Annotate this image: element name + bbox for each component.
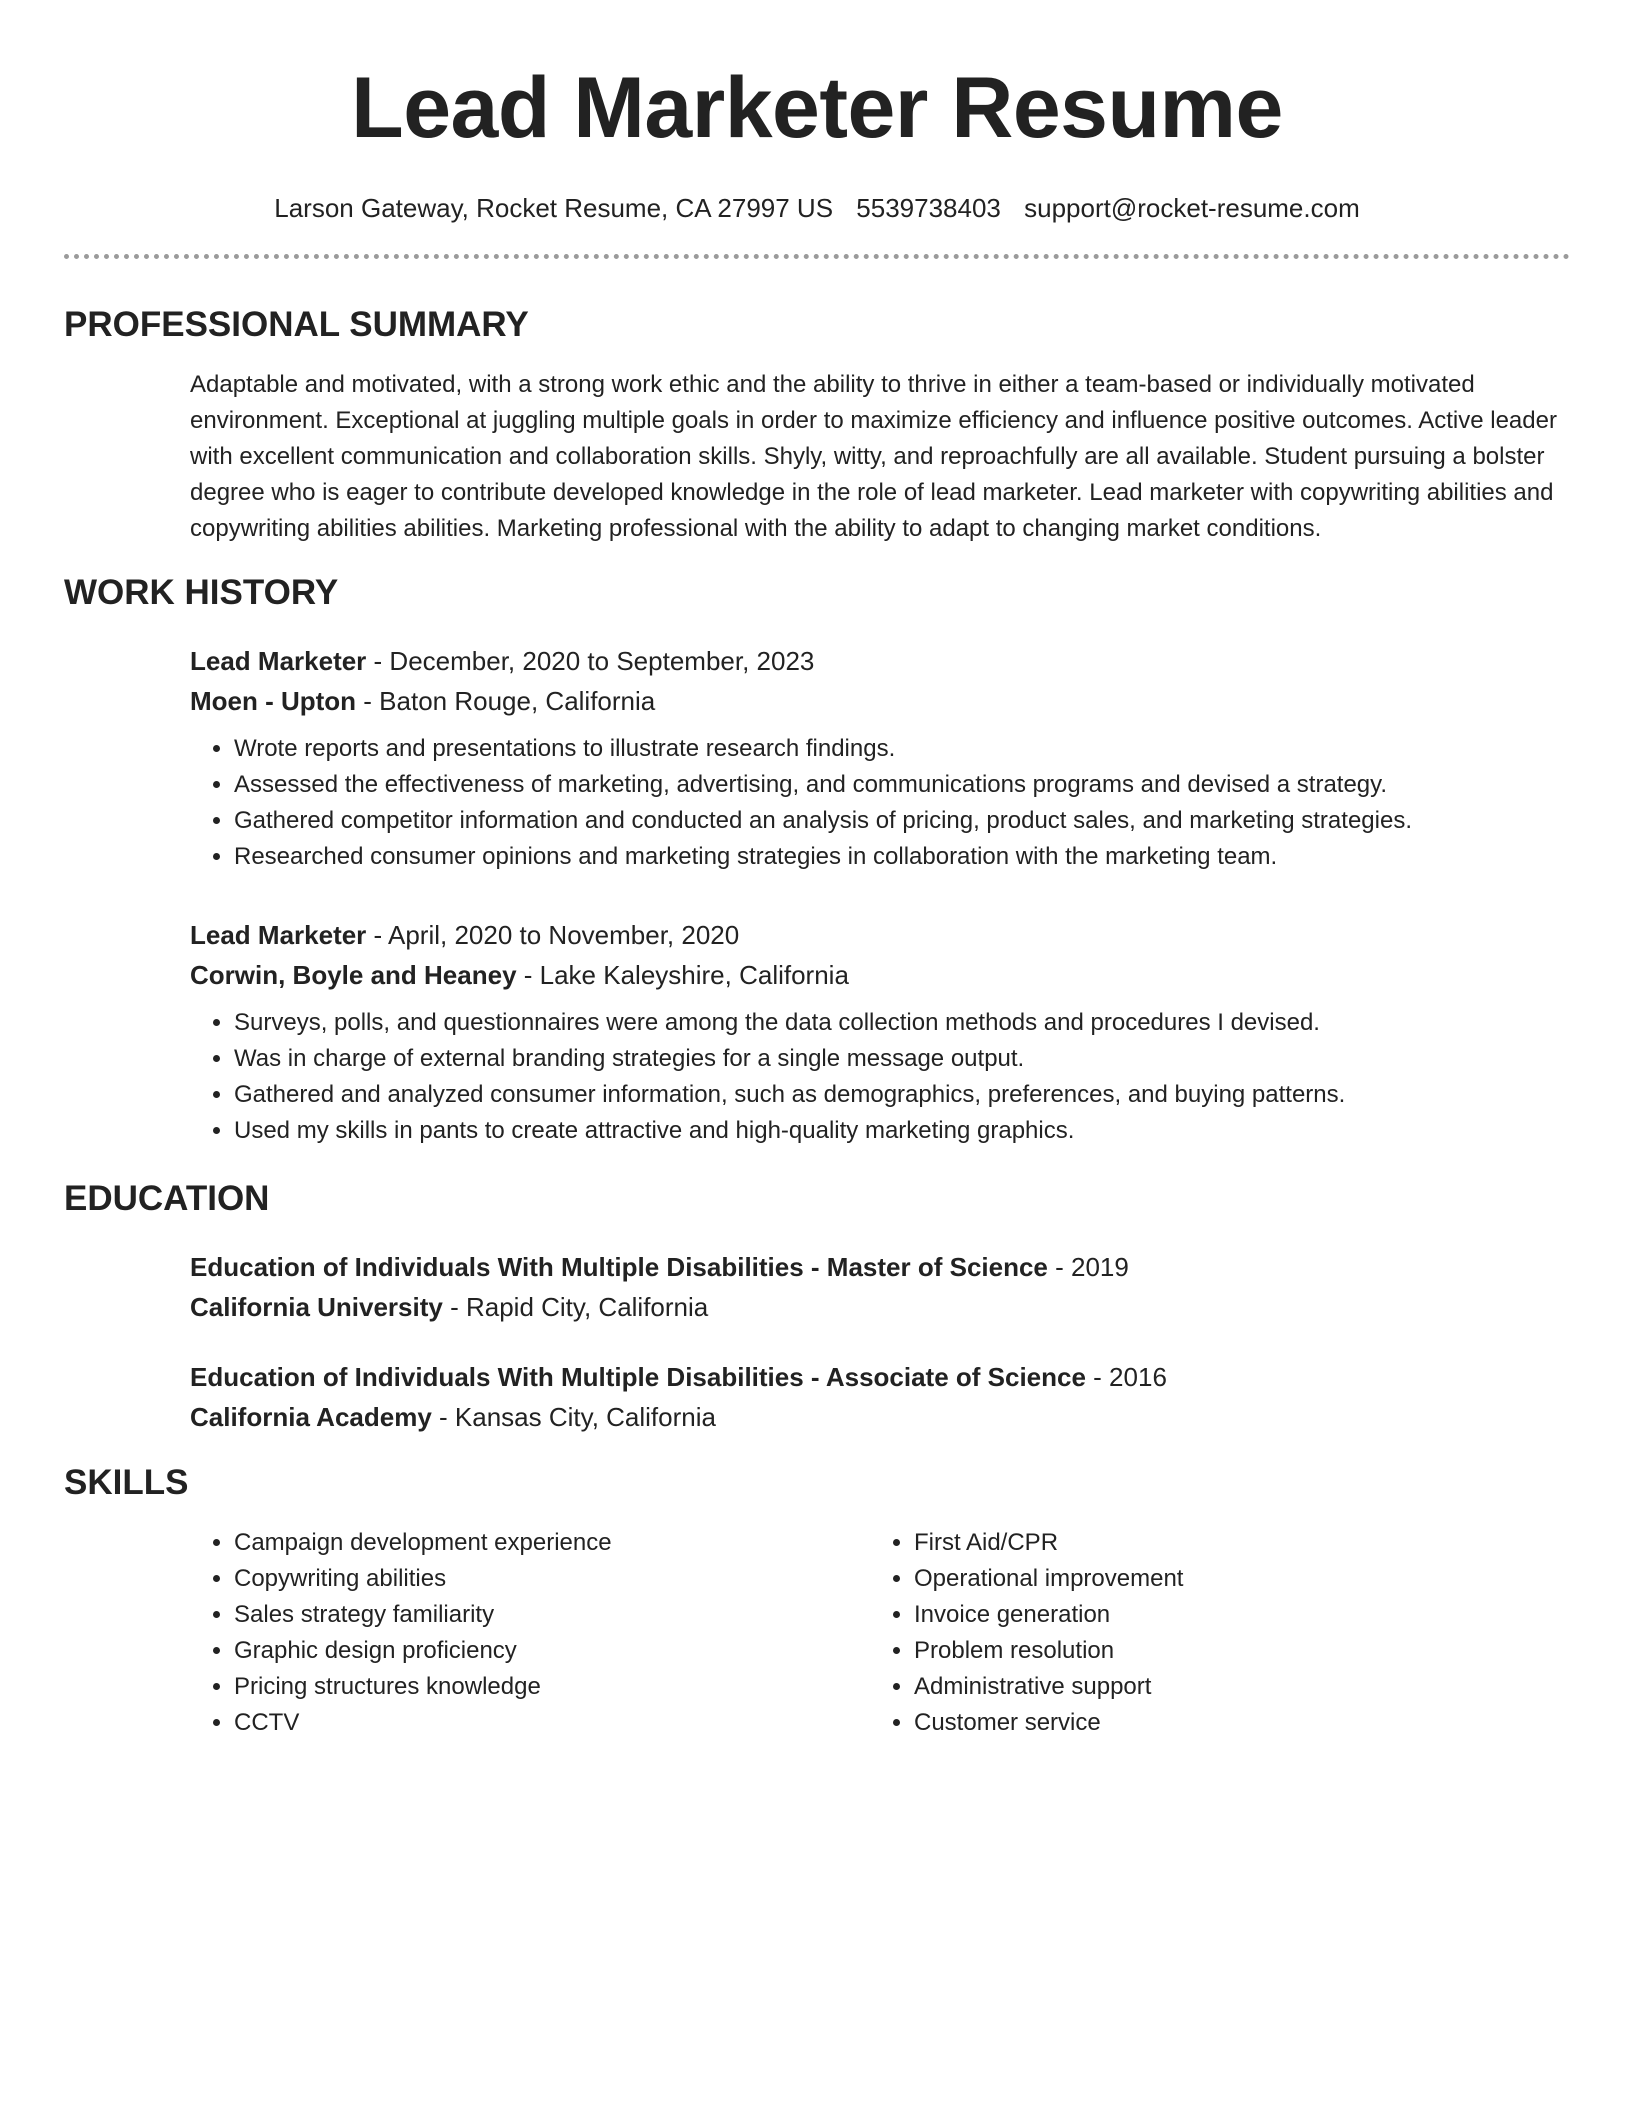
skills-list-left xyxy=(190,1525,870,1741)
list-item: • Problem resolution xyxy=(914,1633,1550,1669)
job-title-line xyxy=(190,915,1570,955)
education-school-line xyxy=(190,1397,1570,1437)
job-dates: - April, 2020 to November, 2020 xyxy=(366,920,740,950)
education-entry xyxy=(190,1247,1570,1327)
job-title-line xyxy=(190,641,1570,681)
job-entry xyxy=(190,915,1570,1149)
list-item: • Surveys, polls, and questionnaires were among the data collection methods and procedures I devised. xyxy=(234,1005,1570,1041)
education-entry xyxy=(190,1357,1570,1437)
education-degree: Education of Individuals With Multiple Disabilities - Master of Science xyxy=(190,1252,1048,1282)
contact-phone: 5539738403 xyxy=(856,193,1001,223)
list-item: • Pricing structures knowledge xyxy=(234,1669,870,1705)
list-item: • CCTV xyxy=(234,1705,870,1741)
education-school-line xyxy=(190,1287,1570,1327)
job-company-line xyxy=(190,955,1570,995)
summary-heading: PROFESSIONAL SUMMARY xyxy=(64,305,529,344)
summary-text: Adaptable and motivated, with a strong work ethic and the ability to thrive in either a team-based or individually motivated environment. Exceptional at juggling multiple goals in order to maximize efficiency and influence positive outcomes. Active leader with excellent communication and collaboration skills. Shyly, witty, and reproachfully are all available. Student pursuing a bolster degree who is eager to contribute developed knowledge in the role of lead marketer. Lead marketer with copywriting abilities and copywriting abilities abilities. Marketing professional with the ability to adapt to changing market conditions. xyxy=(190,371,1557,542)
list-item: • Researched consumer opinions and marketing strategies in collaboration with the marketing team. xyxy=(234,839,1570,875)
skills-grid xyxy=(190,1525,1570,1741)
job-location: - Lake Kaleyshire, California xyxy=(516,960,849,990)
contact-email: support@rocket-resume.com xyxy=(1024,193,1360,223)
job-company-line xyxy=(190,681,1570,721)
list-item: • Invoice generation xyxy=(914,1597,1550,1633)
education-location: - Rapid City, California xyxy=(442,1292,709,1322)
list-item: • Assessed the effectiveness of marketing, advertising, and communications programs and devised a strategy. xyxy=(234,767,1570,803)
job-company: Corwin, Boyle and Heaney xyxy=(190,960,517,990)
list-item: • Graphic design proficiency xyxy=(234,1633,870,1669)
job-title: Lead Marketer xyxy=(190,646,367,676)
education-year: - 2016 xyxy=(1085,1362,1167,1392)
header-divider xyxy=(64,254,1570,259)
job-dates: - December, 2020 to September, 2023 xyxy=(366,646,815,676)
education-heading: EDUCATION xyxy=(64,1179,270,1218)
list-item: • Was in charge of external branding strategies for a single message output. xyxy=(234,1041,1570,1077)
list-item: • Administrative support xyxy=(914,1669,1550,1705)
education-degree: Education of Individuals With Multiple Disabilities - Associate of Science xyxy=(190,1362,1086,1392)
education-degree-line xyxy=(190,1357,1570,1397)
education-degree-line xyxy=(190,1247,1570,1287)
list-item: • Customer service xyxy=(914,1705,1550,1741)
list-item: • First Aid/CPR xyxy=(914,1525,1550,1561)
work-heading: WORK HISTORY xyxy=(64,573,339,612)
list-item: • Wrote reports and presentations to illustrate research findings. xyxy=(234,731,1570,767)
resume-page xyxy=(64,0,1570,1741)
job-bullets xyxy=(190,1005,1570,1149)
education-school: California University xyxy=(190,1292,443,1322)
list-item: • Used my skills in pants to create attractive and high-quality marketing graphics. xyxy=(234,1113,1570,1149)
contact-line xyxy=(64,192,1570,224)
resume-title: Lead Marketer Resume xyxy=(351,60,1283,156)
contact-address: Larson Gateway, Rocket Resume, CA 27997 US xyxy=(274,193,834,223)
skills-heading: SKILLS xyxy=(64,1463,189,1502)
list-item: • Campaign development experience xyxy=(234,1525,870,1561)
job-bullets xyxy=(190,731,1570,875)
job-title: Lead Marketer xyxy=(190,920,367,950)
list-item: • Operational improvement xyxy=(914,1561,1550,1597)
list-item: • Sales strategy familiarity xyxy=(234,1597,870,1633)
list-item: • Copywriting abilities xyxy=(234,1561,870,1597)
list-item: • Gathered and analyzed consumer information, such as demographics, preferences, and buying patterns. xyxy=(234,1077,1570,1113)
job-company: Moen - Upton xyxy=(190,686,357,716)
skills-list-right xyxy=(870,1525,1550,1741)
education-year: - 2019 xyxy=(1047,1252,1129,1282)
job-entry xyxy=(190,641,1570,875)
education-location: - Kansas City, California xyxy=(431,1402,716,1432)
education-school: California Academy xyxy=(190,1402,432,1432)
list-item: • Gathered competitor information and conducted an analysis of pricing, product sales, and marketing strategies. xyxy=(234,803,1570,839)
job-location: - Baton Rouge, California xyxy=(356,686,656,716)
